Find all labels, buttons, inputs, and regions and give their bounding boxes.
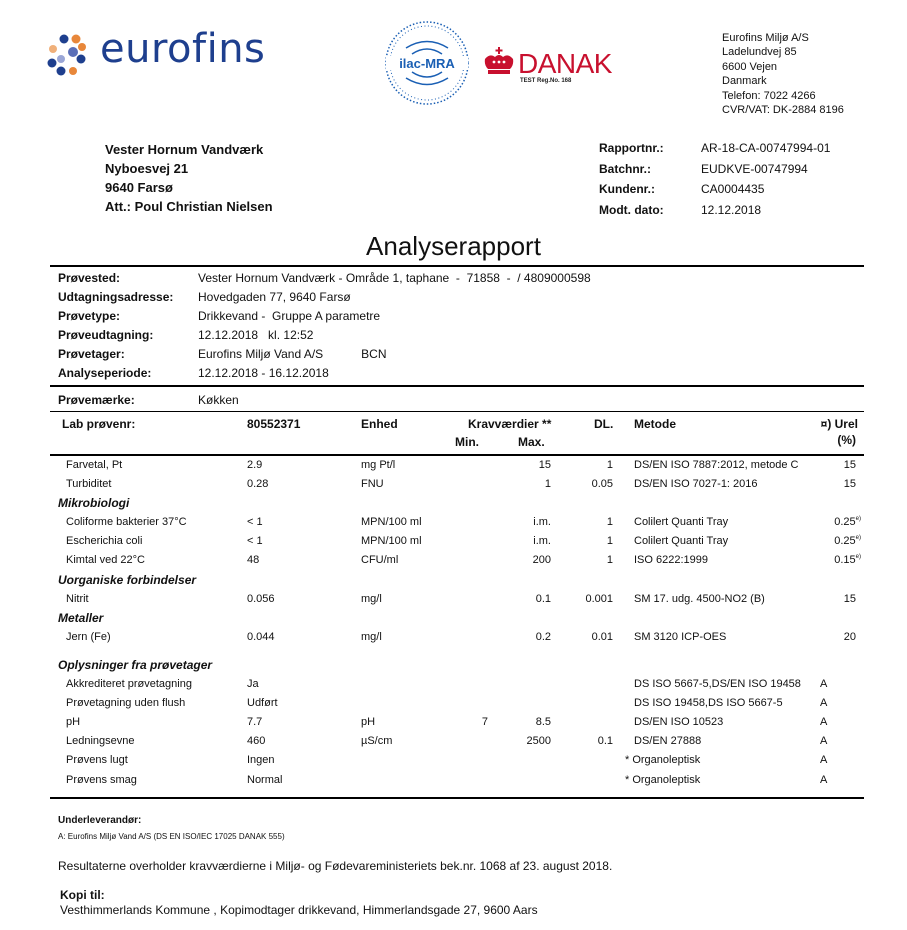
header-lab-no: 80552371 bbox=[247, 417, 301, 431]
cell-method-text: DS ISO 19458,DS ISO 5667-5 bbox=[634, 697, 783, 710]
conclusion-text: Resultaterne overholder kravværdierne i Miljø- og Fødevareministeriets bek.nr. 1068 af 23. august 2018. bbox=[58, 859, 613, 873]
cell-value bbox=[247, 554, 259, 566]
info-value: Drikkevand - Gruppe A parametre bbox=[198, 308, 381, 323]
table-row bbox=[0, 713, 907, 732]
cell-name-text: Akkrediteret prøvetagning bbox=[66, 678, 192, 691]
info-row bbox=[58, 363, 591, 382]
info-label: Prøveudtagning: bbox=[58, 327, 154, 342]
cell-value bbox=[247, 478, 268, 490]
cell-unit-text: FNU bbox=[361, 478, 384, 491]
cell-method bbox=[634, 478, 758, 490]
cell-name bbox=[66, 554, 145, 566]
cell-method-text: Colilert Quanti Tray bbox=[634, 516, 729, 529]
cell-urel bbox=[844, 478, 856, 490]
info-value: 12.12.2018 - 16.12.2018 bbox=[198, 365, 329, 380]
cell-urel bbox=[834, 535, 861, 547]
subcontractor-text: A: Eurofins Miljø Vand A/S (DS EN ISO/IEC 17025 DANAK 555) bbox=[58, 832, 285, 841]
cell-name bbox=[66, 678, 192, 690]
cell-method bbox=[634, 554, 708, 566]
info-row bbox=[58, 268, 591, 287]
sample-marker bbox=[58, 393, 239, 407]
header-max: Max. bbox=[518, 435, 545, 449]
section-title: Metaller bbox=[58, 610, 104, 625]
cell-name-text: Kimtal ved 22°C bbox=[66, 554, 145, 567]
cell-dl-text: 0.01 bbox=[591, 630, 613, 643]
table-row bbox=[0, 628, 907, 647]
info-label: Prøvetype: bbox=[58, 308, 121, 323]
cell-unit-text: pH bbox=[361, 716, 376, 729]
cell-dl-text: 1 bbox=[606, 459, 613, 471]
cell-value-text: 2.9 bbox=[247, 459, 263, 471]
cell-subcontractor-text: A bbox=[820, 678, 828, 691]
cell-method-text: SM 17. udg. 4500-NO2 (B) bbox=[634, 592, 765, 605]
cell-urel-text: 15 bbox=[843, 459, 856, 471]
header-urel: ¤) Urel bbox=[820, 417, 858, 431]
meta-row-received-date bbox=[599, 200, 830, 221]
cell-dl-text: 0.1 bbox=[597, 735, 613, 748]
cell-name-text: Prøvetagning uden flush bbox=[66, 697, 186, 710]
recipient-name: Vester Hornum Vandværk bbox=[105, 142, 264, 157]
cell-subcontractor bbox=[820, 678, 827, 690]
meta-label: Modt. dato: bbox=[599, 202, 664, 217]
cell-name bbox=[66, 535, 142, 547]
cell-value-text: Ja bbox=[247, 678, 259, 691]
cell-dl bbox=[607, 459, 613, 471]
cell-subcontractor-text: A bbox=[820, 773, 828, 786]
cell-subcontractor bbox=[820, 716, 827, 728]
cell-max bbox=[539, 459, 551, 471]
cell-name bbox=[66, 516, 187, 528]
cell-subcontractor bbox=[820, 754, 827, 766]
section-title: Mikrobiologi bbox=[58, 496, 130, 511]
cell-min bbox=[482, 716, 488, 728]
copy-text: Vesthimmerlands Kommune , Kopimodtager drikkevand, Himmerlandsgade 27, 9600 Aars bbox=[60, 903, 538, 917]
cell-name-text: Prøvens lugt bbox=[66, 754, 128, 767]
recipient-address bbox=[105, 140, 273, 216]
cell-value-text: 0.28 bbox=[247, 478, 269, 491]
company-vat: CVR/VAT: DK-2884 8196 bbox=[722, 104, 844, 117]
cell-name bbox=[66, 631, 111, 643]
recipient-street: Nyboesvej 21 bbox=[105, 161, 189, 176]
cell-subcontractor-text: A bbox=[820, 735, 828, 748]
meta-value: EUDKVE-00747994 bbox=[701, 161, 808, 176]
cell-dl bbox=[592, 478, 613, 490]
section-title: Uorganiske forbindelser bbox=[58, 572, 197, 587]
meta-row-customer-no bbox=[599, 179, 830, 200]
cell-name-text: Coliforme bakterier 37°C bbox=[66, 516, 187, 529]
table-row bbox=[0, 551, 907, 570]
cell-method-text: DS/EN 27888 bbox=[634, 735, 702, 748]
cell-max-text: 0.2 bbox=[535, 630, 551, 643]
cell-name-text: Farvetal, Pt bbox=[66, 459, 123, 471]
meta-value: CA0004435 bbox=[701, 182, 765, 197]
subcontractor-label: Underleverandør: bbox=[58, 815, 142, 826]
cell-unit bbox=[361, 535, 422, 547]
cell-max-text: 15 bbox=[538, 459, 551, 471]
cell-urel bbox=[834, 516, 861, 528]
cell-value-text: Ingen bbox=[247, 754, 275, 767]
cell-method bbox=[634, 516, 728, 528]
cell-unit bbox=[361, 735, 392, 747]
table-row bbox=[0, 694, 907, 713]
cell-unit bbox=[361, 459, 395, 471]
cell-max-text: i.m. bbox=[533, 516, 551, 529]
urel-note: e) bbox=[855, 516, 861, 523]
cell-dl bbox=[607, 516, 613, 528]
cell-unit-text: µS/cm bbox=[361, 735, 393, 748]
cell-dl bbox=[585, 593, 613, 605]
cell-dl bbox=[592, 631, 613, 643]
cell-name-text: Jern (Fe) bbox=[66, 630, 111, 643]
cell-subcontractor-text: A bbox=[820, 754, 828, 767]
marker-label: Prøvemærke: bbox=[58, 393, 135, 407]
info-value: 12.12.2018 kl. 12:52 bbox=[198, 327, 314, 342]
marker-value: Køkken bbox=[198, 393, 239, 407]
company-name: Eurofins Miljø A/S bbox=[722, 32, 809, 44]
meta-label: Rapportnr.: bbox=[599, 141, 664, 156]
cell-unit bbox=[361, 631, 382, 643]
cell-name-text: Prøvens smag bbox=[66, 773, 137, 786]
cell-unit-text: mg/l bbox=[361, 630, 382, 643]
company-country: Danmark bbox=[722, 75, 767, 88]
cell-method bbox=[634, 535, 728, 547]
cell-dl-text: 0.05 bbox=[591, 478, 613, 491]
section-heading bbox=[0, 656, 907, 675]
recipient-att: Att.: Poul Christian Nielsen bbox=[105, 199, 273, 214]
cell-dl bbox=[607, 554, 613, 566]
table-row bbox=[0, 590, 907, 609]
cell-max bbox=[536, 716, 551, 728]
cell-value-text: Udført bbox=[247, 697, 278, 710]
meta-value: 12.12.2018 bbox=[701, 202, 762, 217]
info-value: Hovedgaden 77, 9640 Farsø bbox=[198, 289, 351, 304]
cell-unit-text: MPN/100 ml bbox=[361, 516, 422, 529]
cell-name bbox=[66, 478, 111, 490]
info-row bbox=[58, 344, 591, 363]
cell-unit bbox=[361, 593, 382, 605]
cell-value-text: 460 bbox=[247, 735, 266, 748]
cell-value bbox=[247, 774, 282, 786]
cell-max-text: 8.5 bbox=[535, 716, 551, 729]
cell-value bbox=[247, 535, 263, 547]
cell-value bbox=[247, 516, 263, 528]
table-row bbox=[0, 513, 907, 532]
header-urel-unit: (%) bbox=[837, 433, 856, 447]
cell-method-text: DS/EN ISO 10523 bbox=[634, 716, 724, 729]
ilac-mra-logo-icon bbox=[384, 20, 470, 106]
cell-value-text: < 1 bbox=[247, 516, 263, 529]
cell-method bbox=[634, 678, 801, 690]
info-label: Udtagningsadresse: bbox=[58, 289, 174, 304]
cell-value-text: Normal bbox=[247, 773, 283, 786]
info-label: Prøvetager: bbox=[58, 346, 125, 361]
cell-max bbox=[533, 535, 551, 547]
cell-value bbox=[247, 735, 265, 747]
results-table bbox=[0, 456, 907, 790]
header-lab-no-label: Lab prøvenr: bbox=[62, 417, 136, 431]
cell-unit-text: MPN/100 ml bbox=[361, 535, 422, 548]
cell-value-text: 0.056 bbox=[247, 592, 275, 605]
cell-value bbox=[247, 697, 278, 709]
cell-unit-text: CFU/ml bbox=[361, 554, 399, 567]
cell-name-text: Ledningsevne bbox=[66, 735, 135, 748]
company-city: 6600 Vejen bbox=[722, 60, 778, 73]
eurofins-wordmark: eurofins bbox=[100, 26, 266, 72]
info-row bbox=[58, 306, 591, 325]
cell-name bbox=[66, 735, 135, 747]
table-row bbox=[0, 532, 907, 551]
cell-urel bbox=[844, 593, 856, 605]
cell-dl bbox=[607, 535, 613, 547]
cell-method bbox=[634, 716, 723, 728]
cell-unit bbox=[361, 516, 422, 528]
cell-value bbox=[247, 459, 262, 471]
urel-note: e) bbox=[855, 535, 861, 542]
table-row bbox=[0, 751, 907, 770]
cell-subcontractor bbox=[820, 697, 827, 709]
cell-method bbox=[625, 754, 700, 766]
cell-method-text: SM 3120 ICP-OES bbox=[634, 630, 727, 643]
cell-name-text: pH bbox=[66, 716, 81, 729]
cell-max-text: 0.1 bbox=[535, 592, 551, 605]
report-meta bbox=[599, 138, 830, 220]
cell-name bbox=[66, 459, 122, 471]
info-row bbox=[58, 287, 591, 306]
header-dl: DL. bbox=[594, 417, 614, 431]
section-heading bbox=[0, 494, 907, 513]
table-row bbox=[0, 771, 907, 790]
cell-urel bbox=[834, 554, 861, 566]
cell-max bbox=[527, 735, 551, 747]
header-limits: Kravværdier ** bbox=[468, 417, 552, 431]
header-method: Metode bbox=[634, 417, 676, 431]
meta-row-report-no bbox=[599, 138, 830, 159]
cell-max-text: i.m. bbox=[533, 535, 551, 548]
cell-value bbox=[247, 678, 259, 690]
cell-name-text: Escherichia coli bbox=[66, 535, 143, 548]
divider bbox=[50, 411, 864, 412]
cell-method-text: * Organoleptisk bbox=[625, 754, 701, 767]
cell-value bbox=[247, 716, 262, 728]
cell-max bbox=[545, 478, 551, 490]
cell-method-text: * Organoleptisk bbox=[625, 773, 701, 786]
cell-max bbox=[536, 593, 551, 605]
cell-urel-text: 15 bbox=[843, 478, 856, 491]
header-unit: Enhed bbox=[361, 417, 398, 431]
cell-subcontractor-text: A bbox=[820, 716, 828, 729]
divider bbox=[50, 797, 864, 799]
cell-min-text: 7 bbox=[481, 716, 488, 729]
info-value: Vester Hornum Vandværk - Område 1, taphane - 71858 - / 4809000598 bbox=[198, 270, 591, 285]
cell-method-text: DS/EN ISO 7887:2012, metode C bbox=[634, 459, 799, 471]
cell-dl-text: 0.001 bbox=[585, 592, 613, 605]
info-label: Analyseperiode: bbox=[58, 365, 152, 380]
info-label: Prøvested: bbox=[58, 270, 121, 285]
divider bbox=[50, 385, 864, 387]
cell-method bbox=[634, 459, 798, 471]
cell-max bbox=[536, 631, 551, 643]
cell-method-text: ISO 6222:1999 bbox=[634, 554, 709, 567]
cell-subcontractor-text: A bbox=[820, 697, 828, 710]
cell-value bbox=[247, 593, 275, 605]
cell-subcontractor bbox=[820, 774, 827, 786]
divider bbox=[50, 265, 864, 267]
table-row bbox=[0, 475, 907, 494]
table-row bbox=[0, 675, 907, 694]
cell-dl-text: 1 bbox=[606, 535, 613, 548]
cell-method bbox=[634, 697, 783, 709]
cell-value-text: 7.7 bbox=[247, 716, 263, 729]
cell-max-text: 2500 bbox=[526, 735, 551, 748]
company-street: Ladelundvej 85 bbox=[722, 46, 797, 59]
cell-max-text: 1 bbox=[544, 478, 551, 491]
header-min: Min. bbox=[455, 435, 479, 449]
meta-value: AR-18-CA-00747994-01 bbox=[701, 141, 831, 156]
cell-max bbox=[533, 554, 551, 566]
table-row bbox=[0, 456, 907, 475]
meta-label: Batchnr.: bbox=[599, 161, 652, 176]
page-title: Analyserapport bbox=[366, 231, 541, 261]
meta-row-batch-no bbox=[599, 159, 830, 180]
cell-name bbox=[66, 593, 89, 605]
cell-unit bbox=[361, 716, 375, 728]
cell-unit bbox=[361, 554, 398, 566]
eurofins-logo-icon bbox=[46, 32, 94, 80]
cell-name-text: Nitrit bbox=[66, 592, 89, 605]
danak-registration: TEST Reg.No. 168 bbox=[520, 78, 572, 84]
company-address bbox=[722, 31, 844, 117]
meta-label: Kundenr.: bbox=[599, 182, 655, 197]
section-title: Oplysninger fra prøvetager bbox=[58, 657, 213, 672]
cell-unit-text: mg/l bbox=[361, 592, 382, 605]
cell-value-text: 0.044 bbox=[247, 630, 275, 643]
cell-urel-text: 0.15 bbox=[834, 554, 856, 567]
cell-method bbox=[634, 735, 701, 747]
info-extra: BCN bbox=[361, 346, 387, 361]
cell-dl-text: 1 bbox=[606, 516, 613, 529]
cell-name bbox=[66, 754, 128, 766]
cell-urel-text: 15 bbox=[843, 592, 856, 605]
section-heading bbox=[0, 609, 907, 628]
cell-value-text: 48 bbox=[247, 554, 260, 567]
company-phone: Telefon: 7022 4266 bbox=[722, 89, 816, 102]
cell-value-text: < 1 bbox=[247, 535, 263, 548]
cell-max bbox=[533, 516, 551, 528]
cell-name-text: Turbiditet bbox=[66, 478, 112, 491]
recipient-city: 9640 Farsø bbox=[105, 180, 173, 195]
cell-urel-text: 20 bbox=[843, 630, 856, 643]
cell-max-text: 200 bbox=[532, 554, 551, 567]
ilac-mra-label: ilac-MRA bbox=[399, 56, 455, 71]
danak-wordmark: DANAK bbox=[518, 48, 612, 79]
cell-unit bbox=[361, 478, 384, 490]
cell-urel bbox=[844, 459, 856, 471]
cell-value bbox=[247, 754, 275, 766]
cell-unit-text: mg Pt/l bbox=[361, 459, 396, 471]
cell-method-text: Colilert Quanti Tray bbox=[634, 535, 729, 548]
copy-label: Kopi til: bbox=[60, 888, 105, 902]
cell-urel-text: 0.25 bbox=[834, 535, 856, 548]
cell-method-text: DS/EN ISO 7027-1: 2016 bbox=[634, 478, 758, 491]
cell-method bbox=[625, 774, 700, 786]
cell-name bbox=[66, 697, 185, 709]
cell-method bbox=[634, 593, 765, 605]
cell-name bbox=[66, 774, 137, 786]
cell-dl-text: 1 bbox=[606, 554, 613, 567]
urel-note: e) bbox=[855, 554, 861, 561]
cell-name bbox=[66, 716, 80, 728]
cell-method-text: DS ISO 5667-5,DS/EN ISO 19458 bbox=[634, 678, 801, 691]
section-heading bbox=[0, 571, 907, 590]
info-row bbox=[58, 325, 591, 344]
cell-urel-text: 0.25 bbox=[834, 516, 856, 529]
sample-info bbox=[58, 268, 591, 382]
table-row bbox=[0, 732, 907, 751]
danak-crown-icon bbox=[482, 47, 516, 77]
cell-value bbox=[247, 631, 275, 643]
info-value: Eurofins Miljø Vand A/S bbox=[198, 346, 324, 361]
cell-method bbox=[634, 631, 726, 643]
cell-dl bbox=[598, 735, 613, 747]
cell-subcontractor bbox=[820, 735, 827, 747]
cell-urel bbox=[844, 631, 856, 643]
